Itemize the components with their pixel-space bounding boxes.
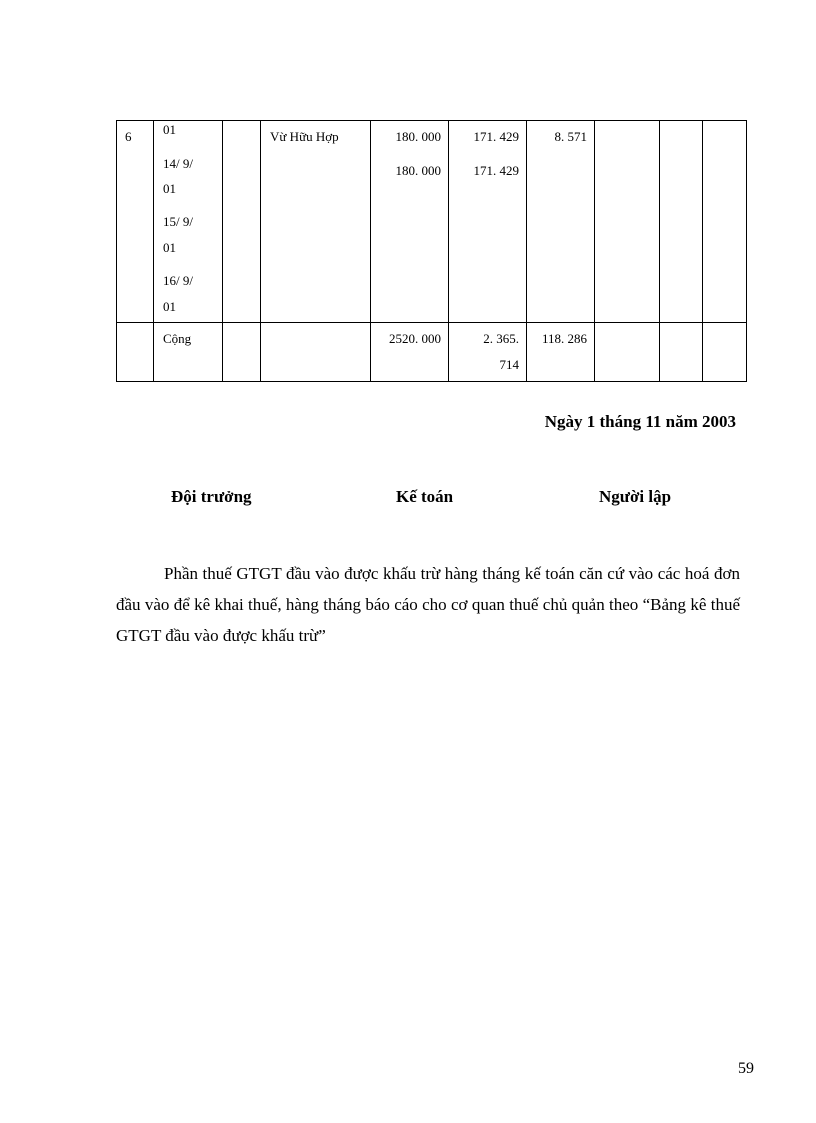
value-cell — [449, 121, 527, 323]
pre-tax-value: 171. 429 — [473, 129, 519, 144]
total-label-cell — [154, 323, 223, 382]
signature-team-leader: Đội trưởng — [171, 487, 252, 506]
total-value-line1: 2. 365. — [483, 331, 519, 346]
empty-cell — [223, 323, 261, 382]
stt-cell — [117, 121, 154, 323]
signature-accountant: Kế toán — [396, 487, 454, 506]
empty-cell — [595, 323, 660, 382]
date-line: 01 — [163, 181, 176, 196]
amount-cell — [371, 121, 449, 323]
signature-preparer: Người lập — [599, 487, 672, 506]
total-amount-cell — [371, 323, 449, 382]
total-value-line2: 714 — [499, 357, 519, 372]
ledger-table — [116, 120, 747, 382]
date-line: 01 — [163, 122, 176, 137]
table-row — [117, 121, 747, 323]
empty-cell — [660, 121, 703, 323]
tax-cell — [527, 121, 595, 323]
empty-cell — [595, 121, 660, 323]
date-line: 01 — [163, 299, 176, 314]
amount-value: 180. 000 — [395, 129, 441, 144]
total-row — [117, 323, 747, 382]
empty-cell — [261, 323, 371, 382]
date-line: 15/ 9/ — [163, 214, 193, 229]
empty-cell — [703, 121, 747, 323]
date-cell — [154, 121, 223, 323]
empty-cell — [223, 121, 261, 323]
total-tax: 118. 286 — [541, 331, 587, 346]
empty-cell — [660, 323, 703, 382]
total-amount: 2520. 000 — [389, 331, 441, 346]
customer-name: Vừ Hữu Hợp — [270, 129, 339, 144]
tax-value: 8. 571 — [554, 129, 587, 144]
date-line: 14/ 9/ — [163, 156, 193, 171]
total-value-cell — [449, 323, 527, 382]
empty-cell — [703, 323, 747, 382]
total-label: Cộng — [163, 331, 192, 346]
pre-tax-value: 171. 429 — [473, 163, 519, 178]
body-paragraph: Phần thuế GTGT đầu vào được khấu trừ hàng tháng kế toán căn cứ vào các hoá đơn đầu vào để kê khai thuế, hàng tháng báo cáo cho cơ quan thuế chủ quản theo “Bảng kê thuế GTGT đầu vào được khấu trừ” — [116, 564, 740, 645]
date-line: 16/ 9/ — [163, 273, 193, 288]
name-cell — [261, 121, 371, 323]
amount-value: 180. 000 — [395, 163, 441, 178]
stt-value: 6 — [125, 129, 132, 144]
page-number: 59 — [738, 1060, 754, 1077]
date-line: 01 — [163, 240, 176, 255]
empty-cell — [117, 323, 154, 382]
sign-date: Ngày 1 tháng 11 năm 2003 — [544, 412, 736, 431]
total-tax-cell — [527, 323, 595, 382]
